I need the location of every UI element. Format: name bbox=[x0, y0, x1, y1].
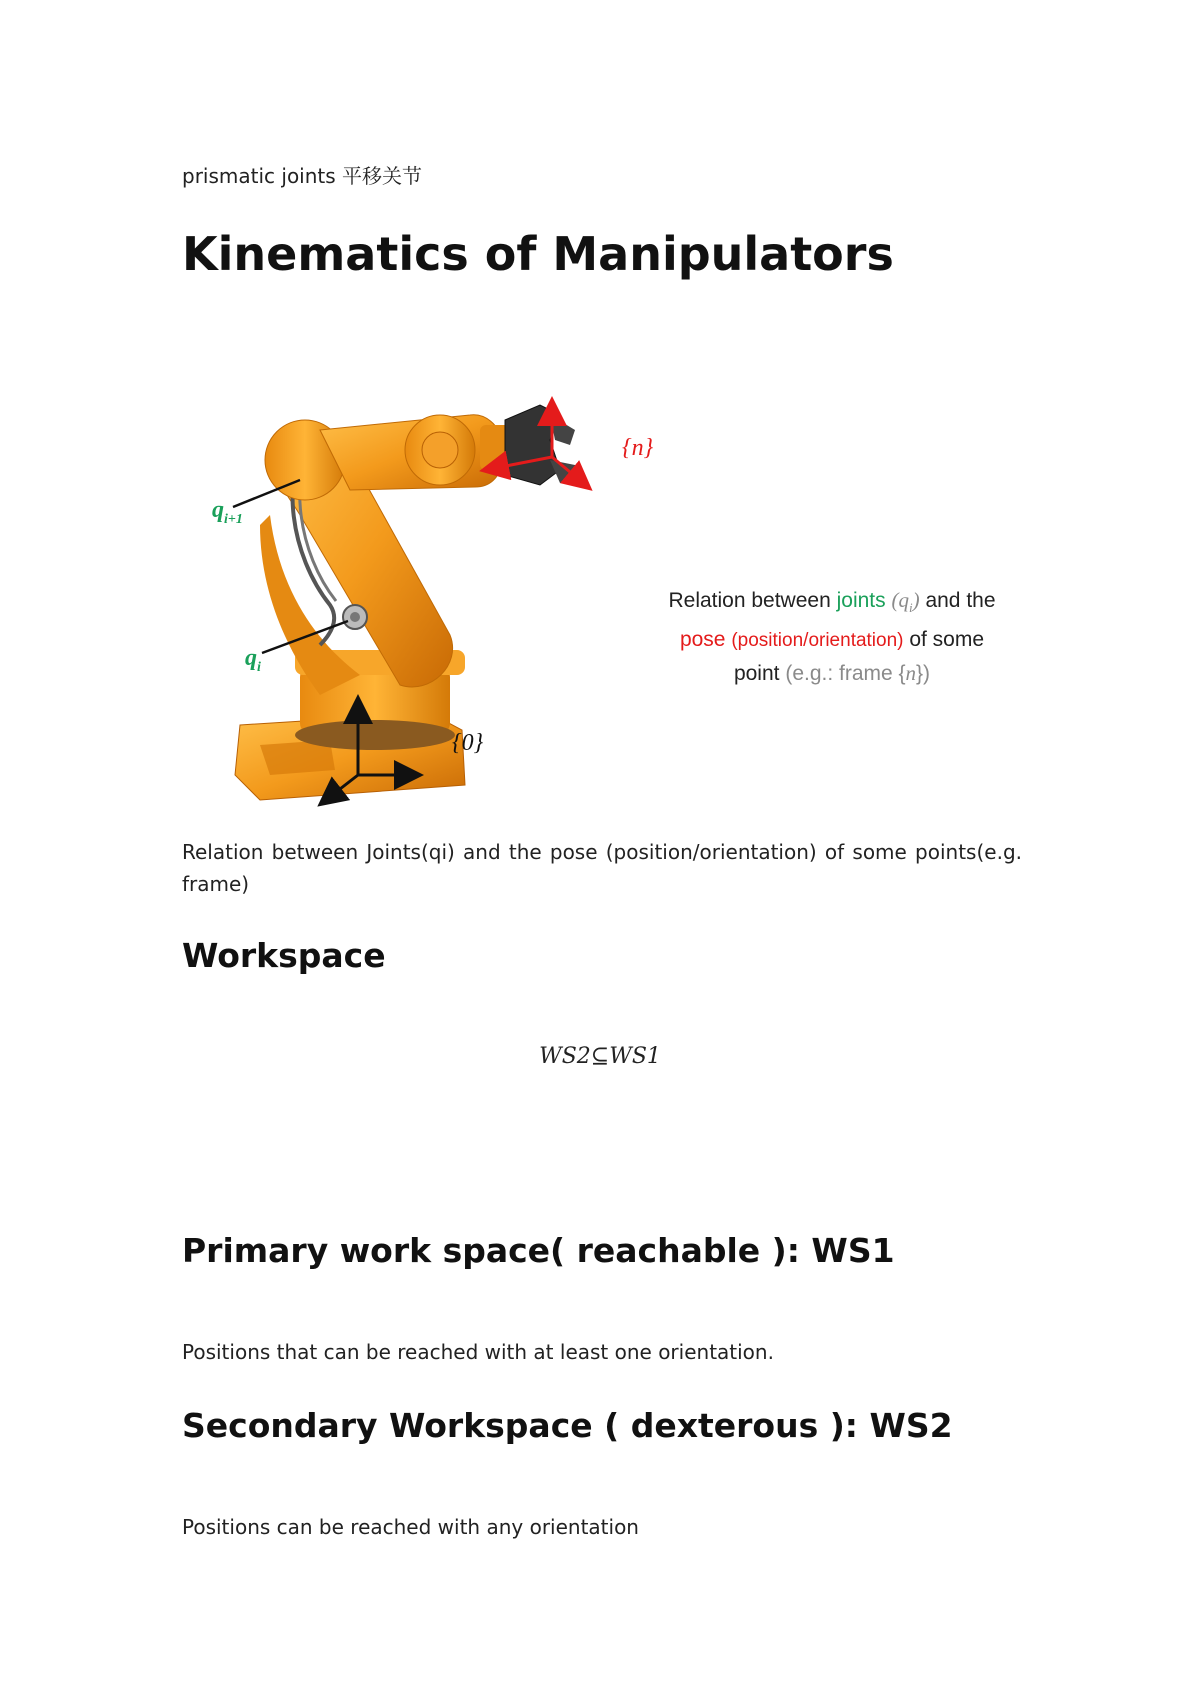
robot-arm-illustration bbox=[200, 395, 670, 815]
caption-line-3: point (e.g.: frame {n}) bbox=[733, 661, 931, 686]
caption-line-1: Relation between joints $(q_i)$ and the bbox=[668, 588, 996, 616]
label-frame-0: {0} bbox=[452, 730, 484, 756]
workspace-formula: WS2⊆WS1 bbox=[539, 1044, 661, 1069]
caption-line-2: pose (position/orientation) of some bbox=[679, 628, 985, 652]
label-q-i-plus-1: $q_{i+1}$ bbox=[212, 497, 243, 527]
page-title: Kinematics of Manipulators bbox=[182, 227, 894, 281]
label-frame-n: {n} bbox=[622, 435, 654, 461]
workspace-heading: Workspace bbox=[182, 936, 386, 975]
secondary-workspace-text: Positions can be reached with any orientation bbox=[182, 1515, 639, 1539]
label-q-i: $q_i$ bbox=[245, 645, 261, 675]
primary-workspace-heading: Primary work space( reachable ): WS1 bbox=[182, 1231, 895, 1270]
figure-caption bbox=[632, 584, 1032, 690]
intro-line: prismatic joints 平移关节 bbox=[182, 164, 423, 188]
secondary-workspace-heading: Secondary Workspace ( dexterous ): WS2 bbox=[182, 1406, 953, 1445]
relation-paragraph: Relation between Joints(qi) and the pose (position/orientation) of some points(e.g. frame) bbox=[182, 840, 1022, 896]
primary-workspace-text: Positions that can be reached with at least one orientation. bbox=[182, 1340, 774, 1364]
robot-figure bbox=[200, 395, 670, 815]
